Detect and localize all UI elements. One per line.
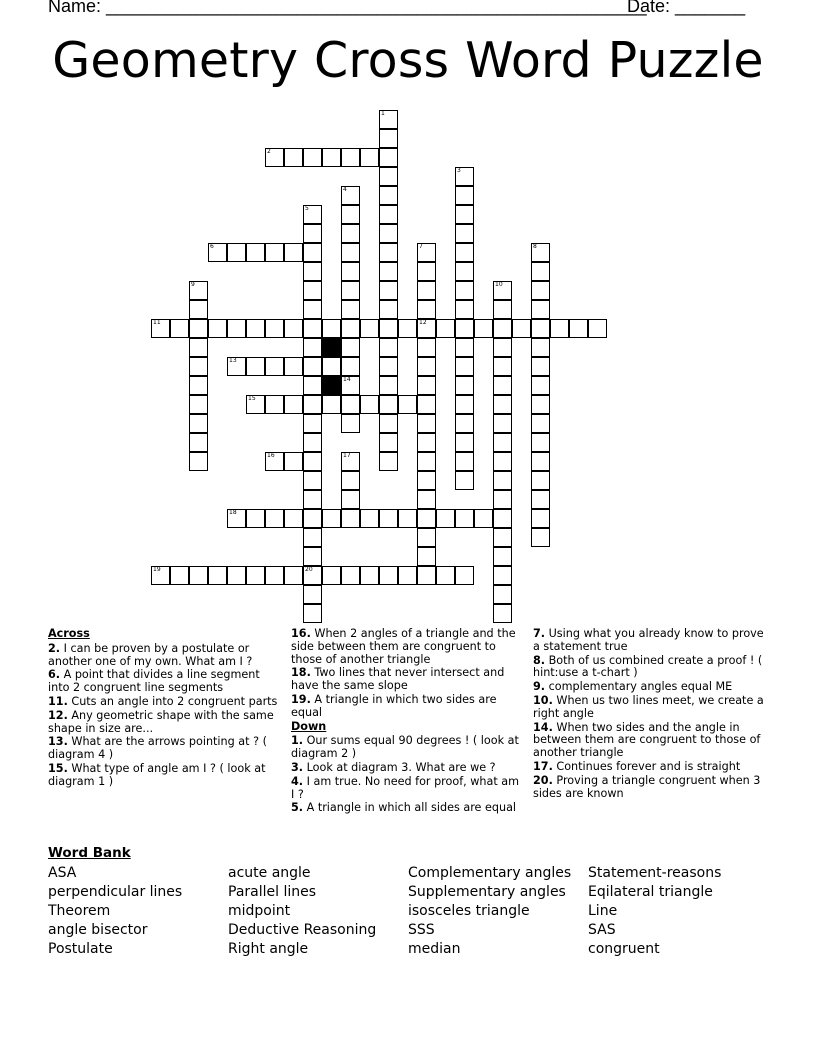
crossword-cell[interactable] <box>170 566 189 585</box>
crossword-cell[interactable] <box>493 566 512 585</box>
crossword-cell[interactable] <box>379 224 398 243</box>
clue-down-7: 7. Using what you already know to prove a statement true <box>533 627 764 653</box>
crossword-cell[interactable] <box>208 319 227 338</box>
crossword-cell[interactable] <box>341 376 360 395</box>
word-bank-item: perpendicular lines <box>48 884 183 900</box>
crossword-cell[interactable] <box>341 338 360 357</box>
crossword-cell[interactable] <box>531 243 550 262</box>
crossword-cell[interactable] <box>303 433 322 452</box>
clues-column-3 <box>533 628 773 801</box>
crossword-cell[interactable] <box>360 509 379 528</box>
date-field-label: Date: _______ <box>627 0 746 16</box>
crossword-cell[interactable] <box>474 509 493 528</box>
crossword-cell[interactable] <box>436 566 455 585</box>
crossword-cell[interactable] <box>379 300 398 319</box>
word-bank-item: SAS <box>588 922 616 938</box>
crossword-cell[interactable] <box>531 376 550 395</box>
crossword-cell[interactable] <box>341 243 360 262</box>
crossword-cell[interactable] <box>170 319 189 338</box>
crossword-cell[interactable] <box>246 566 265 585</box>
word-bank-item: SSS <box>408 922 435 938</box>
crossword-cell[interactable] <box>341 357 360 376</box>
crossword-cell[interactable] <box>436 509 455 528</box>
crossword-cell[interactable] <box>379 509 398 528</box>
crossword-cell[interactable] <box>455 224 474 243</box>
word-bank-item: Complementary angles <box>408 865 572 881</box>
clue-across-12: 12. Any geometric shape with the same shape in size are... <box>48 708 274 735</box>
crossword-cell[interactable] <box>360 395 379 414</box>
crossword-cell[interactable] <box>398 509 417 528</box>
crossword-cell[interactable] <box>531 509 550 528</box>
crossword-cell[interactable] <box>493 281 512 300</box>
crossword-clue-number: 16 <box>267 452 275 459</box>
crossword-cell[interactable] <box>493 376 512 395</box>
crossword-cell[interactable] <box>417 433 436 452</box>
page-title: Geometry Cross Word Puzzle <box>52 32 764 89</box>
crossword-cell[interactable] <box>265 509 284 528</box>
crossword-cell[interactable] <box>303 490 322 509</box>
crossword-cell[interactable] <box>493 452 512 471</box>
crossword-cell[interactable] <box>455 452 474 471</box>
clue-across-2: 2. I can be proven by a postulate or another one of my own. What am I ? <box>48 641 253 668</box>
crossword-cell[interactable] <box>417 243 436 262</box>
word-bank-item: Eqilateral triangle <box>588 884 713 900</box>
crossword-clue-number: 5 <box>305 205 309 212</box>
crossword-cell[interactable] <box>208 243 227 262</box>
word-bank-item: median <box>408 941 461 957</box>
word-bank-item: Statement-reasons <box>588 865 722 881</box>
crossword-cell[interactable] <box>265 566 284 585</box>
clue-down-4: 4. I am true. No need for proof, what am I ? <box>291 774 520 801</box>
clue-down-3: 3. Look at diagram 3. What are we ? <box>291 760 496 774</box>
crossword-cell[interactable] <box>379 148 398 167</box>
crossword-cell[interactable] <box>189 338 208 357</box>
down-heading: Down <box>291 719 327 733</box>
crossword-cell[interactable] <box>417 566 436 585</box>
crossword-cell[interactable] <box>341 395 360 414</box>
crossword-cell[interactable] <box>303 148 322 167</box>
crossword-cell[interactable] <box>265 243 284 262</box>
crossword-cell[interactable] <box>493 414 512 433</box>
crossword-cell[interactable] <box>341 452 360 471</box>
crossword-cell[interactable] <box>493 585 512 604</box>
crossword-cell[interactable] <box>493 490 512 509</box>
crossword-cell[interactable] <box>284 566 303 585</box>
crossword-cell[interactable] <box>417 300 436 319</box>
crossword-cell[interactable] <box>227 566 246 585</box>
crossword-cell[interactable] <box>588 319 607 338</box>
crossword-cell[interactable] <box>531 433 550 452</box>
crossword-cell[interactable] <box>417 452 436 471</box>
word-bank-item: Right angle <box>228 941 309 957</box>
crossword-clue-number: 7 <box>419 243 423 250</box>
crossword-cell[interactable] <box>455 262 474 281</box>
crossword-cell[interactable] <box>246 395 265 414</box>
crossword-cell[interactable] <box>341 319 360 338</box>
crossword-cell[interactable] <box>493 357 512 376</box>
crossword-cell[interactable] <box>284 452 303 471</box>
crossword-cell[interactable] <box>303 300 322 319</box>
crossword-cell[interactable] <box>417 547 436 566</box>
crossword-cell[interactable] <box>151 566 170 585</box>
crossword-clue-number: 11 <box>153 319 161 326</box>
crossword-cell[interactable] <box>417 395 436 414</box>
crossword-clue-number: 1 <box>381 110 385 117</box>
crossword-cell[interactable] <box>303 281 322 300</box>
clue-across-13: 13. What are the arrows pointing at ? ( diagram 4 ) <box>48 735 267 762</box>
crossword-cell[interactable] <box>531 452 550 471</box>
crossword-cell[interactable] <box>189 566 208 585</box>
crossword-clue-number: 6 <box>210 243 214 250</box>
crossword-clue-number: 12 <box>419 319 427 326</box>
crossword-cell[interactable] <box>379 433 398 452</box>
word-bank-item: Deductive Reasoning <box>228 922 377 938</box>
crossword-cell[interactable] <box>531 300 550 319</box>
crossword-clue-number: 15 <box>248 395 256 402</box>
crossword-cell[interactable] <box>227 509 246 528</box>
crossword-cell[interactable] <box>189 357 208 376</box>
crossword-cell[interactable] <box>379 243 398 262</box>
crossword-cell[interactable] <box>455 300 474 319</box>
crossword-cell[interactable] <box>455 281 474 300</box>
word-bank-item: acute angle <box>228 865 311 881</box>
crossword-cell[interactable] <box>303 243 322 262</box>
crossword-cell[interactable] <box>265 395 284 414</box>
crossword-cell[interactable] <box>455 395 474 414</box>
clues-column-1 <box>48 628 278 790</box>
crossword-cell[interactable] <box>265 452 284 471</box>
crossword-cell[interactable] <box>303 414 322 433</box>
crossword-cell[interactable] <box>531 471 550 490</box>
crossword-cell[interactable] <box>379 376 398 395</box>
crossword-cell[interactable] <box>417 528 436 547</box>
crossword-cell[interactable] <box>303 566 322 585</box>
crossword-cell[interactable] <box>398 395 417 414</box>
crossword-cell[interactable] <box>417 471 436 490</box>
crossword-cell[interactable] <box>303 585 322 604</box>
crossword-cell[interactable] <box>341 414 360 433</box>
crossword-cell[interactable] <box>189 452 208 471</box>
clue-down-14: 14. When two sides and the angle in between them are congruent to those of another triangle <box>533 720 761 760</box>
crossword-cell[interactable] <box>455 566 474 585</box>
crossword-cell[interactable] <box>189 433 208 452</box>
crossword-cell[interactable] <box>379 281 398 300</box>
crossword-cell[interactable] <box>417 262 436 281</box>
crossword-cell[interactable] <box>455 167 474 186</box>
crossword-cell[interactable] <box>379 357 398 376</box>
crossword-cell[interactable] <box>246 319 265 338</box>
word-bank-item: Parallel lines <box>228 884 317 900</box>
crossword-cell[interactable] <box>379 338 398 357</box>
crossword-cell[interactable] <box>322 395 341 414</box>
crossword-cell[interactable] <box>531 490 550 509</box>
crossword-cell[interactable] <box>455 509 474 528</box>
crossword-cell[interactable] <box>379 262 398 281</box>
crossword-cell[interactable] <box>531 338 550 357</box>
crossword-cell[interactable] <box>531 281 550 300</box>
crossword-cell[interactable] <box>341 186 360 205</box>
crossword-cell[interactable] <box>284 357 303 376</box>
clue-down-20: 20. Proving a triangle congruent when 3 sides are known <box>533 773 761 800</box>
crossword-clue-number: 17 <box>343 452 351 459</box>
crossword-cell[interactable] <box>455 319 474 338</box>
crossword-cell[interactable] <box>436 319 455 338</box>
crossword-cell[interactable] <box>531 319 550 338</box>
word-bank-item: Postulate <box>48 941 113 957</box>
crossword-cell[interactable] <box>455 376 474 395</box>
crossword-cell[interactable] <box>455 338 474 357</box>
across-heading: Across <box>48 627 90 640</box>
crossword-cell[interactable] <box>303 224 322 243</box>
crossword-cell[interactable] <box>341 509 360 528</box>
crossword-cell[interactable] <box>303 452 322 471</box>
crossword-cell[interactable] <box>531 395 550 414</box>
crossword-cell[interactable] <box>303 528 322 547</box>
crossword-cell[interactable] <box>246 357 265 376</box>
crossword-cell[interactable] <box>189 319 208 338</box>
crossword-cell[interactable] <box>341 281 360 300</box>
crossword-cell[interactable] <box>227 243 246 262</box>
clue-across-16: 16. When 2 angles of a triangle and the side between them are congruent to those of another triangle <box>291 627 516 666</box>
crossword-cell[interactable] <box>303 319 322 338</box>
crossword-cell[interactable] <box>493 319 512 338</box>
crossword-cell[interactable] <box>303 471 322 490</box>
crossword-cell[interactable] <box>398 319 417 338</box>
crossword-cell[interactable] <box>379 110 398 129</box>
crossword-clue-number: 18 <box>229 509 237 516</box>
clue-down-1: 1. Our sums equal 90 degrees ! ( look at diagram 2 ) <box>291 734 519 761</box>
crossword-cell[interactable] <box>398 566 417 585</box>
crossword-cell[interactable] <box>341 300 360 319</box>
crossword-cell[interactable] <box>379 566 398 585</box>
crossword-cell[interactable] <box>189 395 208 414</box>
crossword-cell[interactable] <box>284 243 303 262</box>
crossword-cell[interactable] <box>189 376 208 395</box>
crossword-cell[interactable] <box>455 357 474 376</box>
crossword-cell[interactable] <box>322 566 341 585</box>
word-bank-item: isosceles triangle <box>408 903 530 919</box>
crossword-cell[interactable] <box>455 433 474 452</box>
crossword-cell[interactable] <box>455 414 474 433</box>
crossword-cell[interactable] <box>284 319 303 338</box>
crossword-cell[interactable] <box>417 319 436 338</box>
crossword-cell[interactable] <box>284 509 303 528</box>
crossword-cell[interactable] <box>322 319 341 338</box>
crossword-cell[interactable] <box>417 414 436 433</box>
word-bank-item: Supplementary angles <box>408 884 566 900</box>
crossword-cell[interactable] <box>417 338 436 357</box>
crossword-cell[interactable] <box>303 262 322 281</box>
crossword-cell[interactable] <box>265 148 284 167</box>
crossword-cell[interactable] <box>493 547 512 566</box>
crossword-cell[interactable] <box>512 319 531 338</box>
crossword-cell[interactable] <box>417 490 436 509</box>
crossword-cell[interactable] <box>341 224 360 243</box>
crossword-cell[interactable] <box>493 433 512 452</box>
crossword-cell[interactable] <box>417 357 436 376</box>
clue-down-9: 9. complementary angles equal ME <box>533 680 733 694</box>
crossword-cell[interactable] <box>303 395 322 414</box>
crossword-cell[interactable] <box>360 319 379 338</box>
crossword-cell[interactable] <box>322 357 341 376</box>
name-field-label: Name: ______________________________________________________ <box>48 0 647 16</box>
crossword-cell[interactable] <box>379 319 398 338</box>
crossword-cell[interactable] <box>417 509 436 528</box>
clue-across-6: 6. A point that divides a line segment into 2 congruent line segments <box>48 668 260 695</box>
word-bank <box>48 864 788 959</box>
crossword-cell[interactable] <box>303 205 322 224</box>
crossword-cell[interactable] <box>341 262 360 281</box>
crossword-clue-number: 3 <box>457 167 461 174</box>
crossword-cell[interactable] <box>417 376 436 395</box>
clue-across-19: 19. A triangle in which two sides are equal <box>291 692 497 719</box>
clue-across-11: 11. Cuts an angle into 2 congruent parts <box>48 694 278 708</box>
crossword-cell[interactable] <box>303 547 322 566</box>
crossword-cell[interactable] <box>303 357 322 376</box>
crossword-cell[interactable] <box>379 129 398 148</box>
crossword-cell[interactable] <box>151 319 170 338</box>
crossword-clue-number: 14 <box>343 376 351 383</box>
crossword-cell[interactable] <box>284 395 303 414</box>
word-bank-item: Line <box>588 903 618 919</box>
word-bank-item: congruent <box>588 941 660 957</box>
crossword-cell[interactable] <box>303 376 322 395</box>
crossword-cell[interactable] <box>493 528 512 547</box>
word-bank-item: midpoint <box>228 903 291 919</box>
crossword-cell[interactable] <box>379 186 398 205</box>
clue-down-17: 17. Continues forever and is straight <box>533 759 741 773</box>
crossword-cell[interactable] <box>341 205 360 224</box>
crossword-cell[interactable] <box>360 566 379 585</box>
crossword-cell[interactable] <box>455 205 474 224</box>
crossword-cell[interactable] <box>550 319 569 338</box>
crossword-cell[interactable] <box>493 395 512 414</box>
crossword-block-cell <box>322 338 341 357</box>
crossword-cell[interactable] <box>474 319 493 338</box>
crossword-cell[interactable] <box>531 262 550 281</box>
crossword-cell[interactable] <box>569 319 588 338</box>
crossword-cell[interactable] <box>284 148 303 167</box>
crossword-cell[interactable] <box>360 148 379 167</box>
crossword-clue-number: 8 <box>533 243 537 250</box>
crossword-block-cell <box>322 376 341 395</box>
word-bank-item: Theorem <box>48 903 111 919</box>
clue-down-10: 10. When us two lines meet, we create a right angle <box>533 693 764 720</box>
crossword-cell[interactable] <box>189 300 208 319</box>
crossword-cell[interactable] <box>189 281 208 300</box>
crossword-clue-number: 9 <box>191 281 195 288</box>
word-bank-item: ASA <box>48 865 77 881</box>
crossword-cell[interactable] <box>227 357 246 376</box>
crossword-clue-number: 2 <box>267 148 271 155</box>
clue-across-15: 15. What type of angle am I ? ( look at diagram 1 ) <box>48 761 266 788</box>
crossword-cell[interactable] <box>417 281 436 300</box>
crossword-cell[interactable] <box>303 604 322 623</box>
crossword-cell[interactable] <box>341 566 360 585</box>
crossword-cell[interactable] <box>189 414 208 433</box>
crossword-clue-number: 19 <box>153 566 161 573</box>
crossword-cell[interactable] <box>265 357 284 376</box>
crossword-clue-number: 20 <box>305 566 313 573</box>
crossword-cell[interactable] <box>341 490 360 509</box>
crossword-cell[interactable] <box>322 148 341 167</box>
clues-column-2 <box>291 628 521 816</box>
crossword-clue-number: 4 <box>343 186 347 193</box>
crossword-cell[interactable] <box>227 319 246 338</box>
crossword-cell[interactable] <box>322 509 341 528</box>
crossword-cell[interactable] <box>493 338 512 357</box>
crossword-clue-number: 10 <box>495 281 503 288</box>
crossword-cell[interactable] <box>493 509 512 528</box>
clue-down-5: 5. A triangle in which all sides are equal <box>291 801 517 815</box>
crossword-cell[interactable] <box>455 471 474 490</box>
crossword-cell[interactable] <box>379 414 398 433</box>
crossword-cell[interactable] <box>379 452 398 471</box>
crossword-cell[interactable] <box>246 509 265 528</box>
crossword-cell[interactable] <box>379 167 398 186</box>
clue-across-18: 18. Two lines that never intersect and have the same slope <box>291 666 505 693</box>
crossword-cell[interactable] <box>531 414 550 433</box>
crossword-cell[interactable] <box>455 243 474 262</box>
crossword-cell[interactable] <box>341 148 360 167</box>
crossword-clue-number: 13 <box>229 357 237 364</box>
word-bank-heading: Word Bank <box>48 845 131 861</box>
crossword-cell[interactable] <box>379 395 398 414</box>
crossword-cell[interactable] <box>531 357 550 376</box>
crossword-cell[interactable] <box>208 566 227 585</box>
crossword-cell[interactable] <box>493 300 512 319</box>
clue-down-8: 8. Both of us combined create a proof ! ( hint:use a t-chart ) <box>533 653 763 680</box>
crossword-cell[interactable] <box>303 509 322 528</box>
crossword-cell[interactable] <box>379 205 398 224</box>
crossword-cell[interactable] <box>455 186 474 205</box>
crossword-cell[interactable] <box>531 528 550 547</box>
crossword-cell[interactable] <box>493 471 512 490</box>
crossword-cell[interactable] <box>265 319 284 338</box>
crossword-cell[interactable] <box>246 243 265 262</box>
word-bank-item: angle bisector <box>48 922 148 938</box>
crossword-cell[interactable] <box>303 338 322 357</box>
crossword-cell[interactable] <box>493 604 512 623</box>
crossword-cell[interactable] <box>341 471 360 490</box>
